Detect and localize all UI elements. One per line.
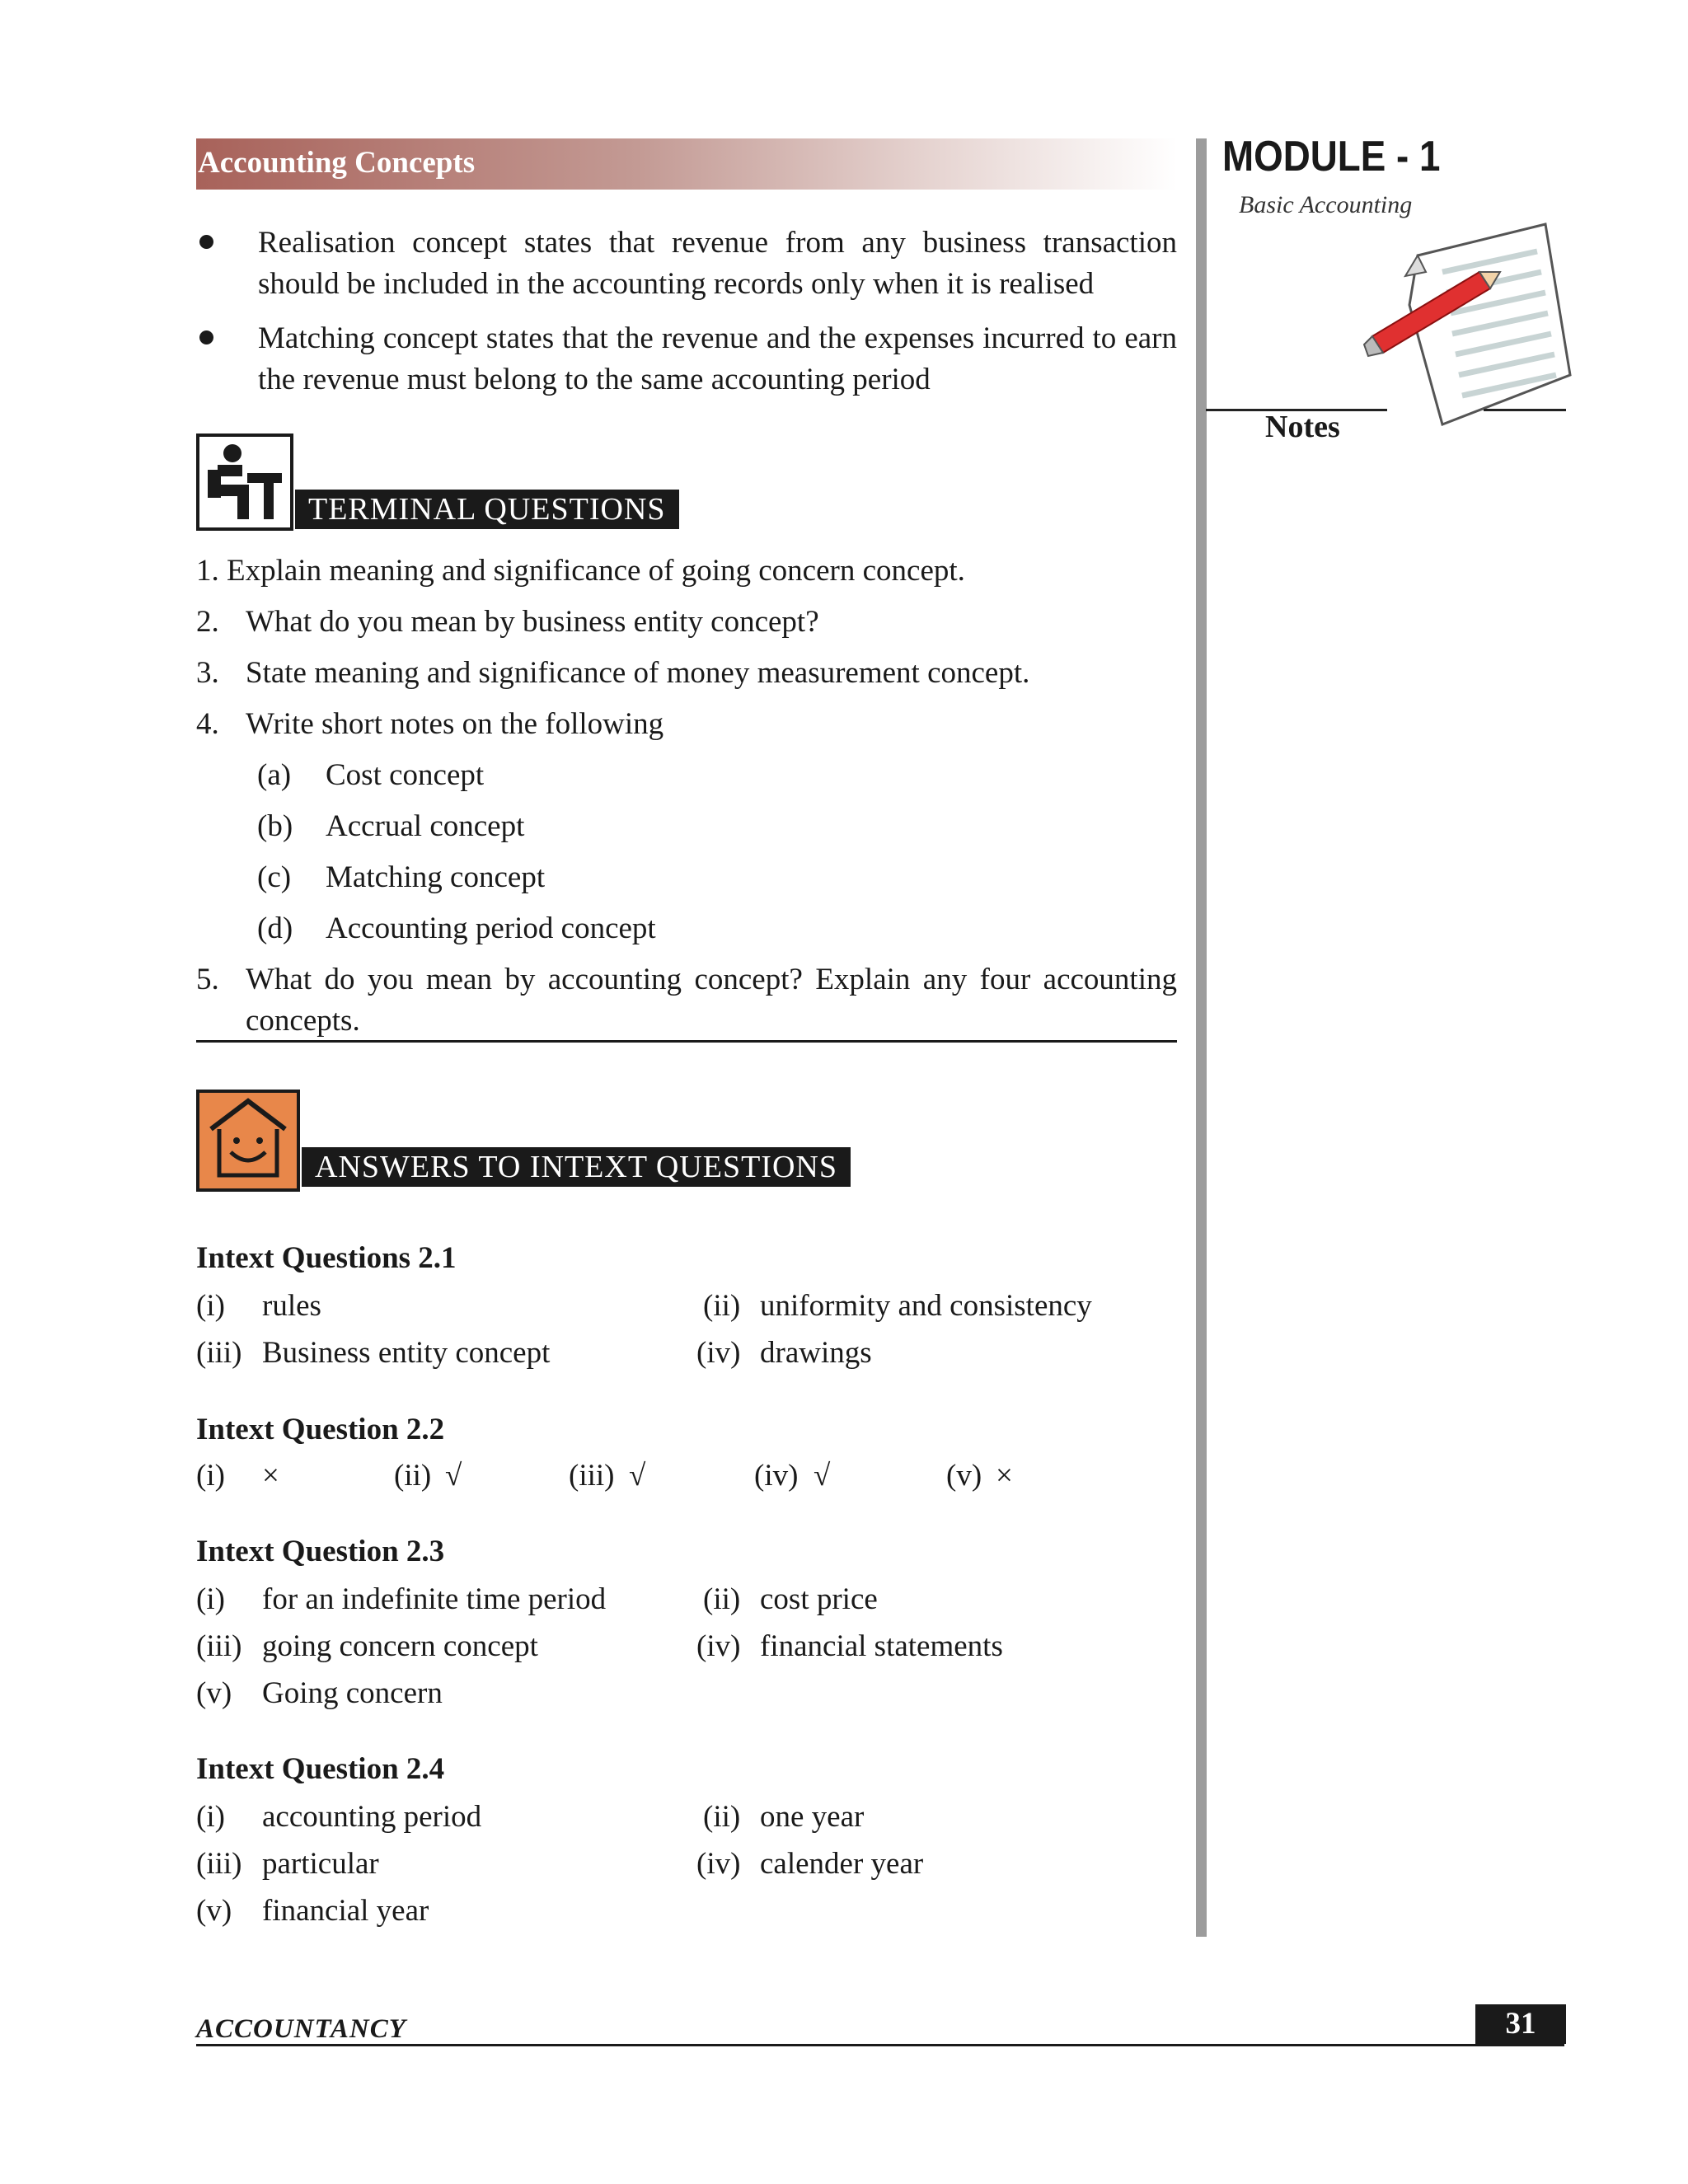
answer-text: calender year	[760, 1847, 924, 1881]
answer-text: drawings	[760, 1336, 872, 1370]
answer-label: (iv)	[696, 1847, 741, 1881]
terminal-section-rule	[196, 1040, 1177, 1043]
terminal-question-4: Write short notes on the following	[246, 707, 664, 741]
answer-text: financial statements	[760, 1629, 1003, 1663]
sub-item-label: (c)	[257, 860, 292, 894]
module-title: MODULE - 1	[1222, 133, 1441, 180]
answer-mark: ×	[996, 1459, 1013, 1493]
intext-2-4-title: Intext Question 2.4	[196, 1752, 445, 1786]
answer-label: (iv)	[696, 1336, 741, 1370]
terminal-question-5: What do you mean by accounting concept? Explain any four accounting concepts.	[246, 963, 1177, 1038]
answers-icon-box	[196, 1090, 300, 1192]
bullet-realisation: Realisation concept states that revenue from any business transaction should be included in the accounting records only when it is realised	[258, 226, 1177, 301]
answer-text: uniformity and consistency	[760, 1289, 1092, 1323]
answer-label: (ii)	[703, 1289, 741, 1323]
answers-heading: ANSWERS TO INTEXT QUESTIONS	[302, 1147, 851, 1187]
answer-label: (iv)	[696, 1629, 741, 1663]
bullet-marker	[199, 235, 213, 249]
answer-label: (ii)	[703, 1582, 741, 1616]
terminal-question-3: State meaning and significance of money measurement concept.	[246, 656, 1030, 690]
answer-text: financial year	[262, 1894, 429, 1928]
bullet-marker	[199, 330, 213, 344]
answer-label: (v)	[196, 1676, 232, 1710]
smiley-house-icon	[199, 1093, 297, 1188]
sub-item-text: Cost concept	[326, 758, 485, 792]
page-section-title: Accounting Concepts	[198, 146, 476, 180]
notes-label: Notes	[1265, 410, 1340, 444]
terminal-question-3-number: 3.	[196, 656, 219, 690]
terminal-question-1: 1. Explain meaning and significance of going concern concept.	[196, 554, 965, 588]
answer-label: (i)	[196, 1289, 225, 1323]
student-writing-icon	[199, 437, 290, 527]
sub-item-label: (a)	[257, 758, 292, 792]
terminal-questions-heading: TERMINAL QUESTIONS	[295, 490, 679, 529]
answer-text: particular	[262, 1847, 379, 1881]
answer-label: (iv)	[754, 1459, 799, 1493]
answer-mark: √	[814, 1459, 831, 1493]
answer-mark: ×	[262, 1459, 279, 1493]
terminal-question-4-number: 4.	[196, 707, 219, 741]
sub-item-text: Accrual concept	[326, 809, 525, 843]
terminal-question-2: What do you mean by business entity concept?	[246, 605, 819, 639]
answer-text: for an indefinite time period	[262, 1582, 607, 1616]
answer-mark: √	[629, 1459, 646, 1493]
answer-mark: √	[445, 1459, 462, 1493]
answer-label: (ii)	[394, 1459, 432, 1493]
answer-label: (i)	[196, 1459, 225, 1493]
answer-label: (i)	[196, 1582, 225, 1616]
intext-2-2-title: Intext Question 2.2	[196, 1413, 445, 1446]
answer-label: (ii)	[703, 1800, 741, 1834]
answer-label: (v)	[946, 1459, 982, 1493]
answer-label: (iii)	[196, 1629, 242, 1663]
answer-label: (v)	[196, 1894, 232, 1928]
sub-item-label: (b)	[257, 809, 293, 843]
answer-text: cost price	[760, 1582, 878, 1616]
terminal-questions-icon-box	[196, 434, 293, 531]
answer-text: rules	[262, 1289, 321, 1323]
footer-rule	[196, 2044, 1564, 2046]
footer-subject: ACCOUNTANCY	[196, 2014, 406, 2044]
notes-rule-right	[1484, 409, 1566, 411]
intext-2-3-title: Intext Question 2.3	[196, 1535, 445, 1568]
answer-text: Going concern	[262, 1676, 443, 1710]
answer-text: going concern concept	[262, 1629, 538, 1663]
terminal-question-2-number: 2.	[196, 605, 219, 639]
answer-label: (iii)	[196, 1847, 242, 1881]
sub-item-text: Matching concept	[326, 860, 546, 894]
answer-text: one year	[760, 1800, 865, 1834]
sub-item-text: Accounting period concept	[326, 912, 656, 945]
answer-label: (i)	[196, 1800, 225, 1834]
bullet-matching: Matching concept states that the revenue and the expenses incurred to earn the revenue must belong to the same accounting period	[258, 321, 1177, 396]
terminal-question-5-number: 5.	[196, 963, 219, 996]
intext-2-1-title: Intext Questions 2.1	[196, 1241, 457, 1275]
answer-text: accounting period	[262, 1800, 482, 1834]
answer-label: (iii)	[569, 1459, 615, 1493]
sub-item-label: (d)	[257, 912, 293, 945]
answer-text: Business entity concept	[262, 1336, 551, 1370]
module-subtitle: Basic Accounting	[1239, 191, 1413, 218]
page-number: 31	[1475, 2004, 1566, 2044]
answer-label: (iii)	[196, 1336, 242, 1370]
